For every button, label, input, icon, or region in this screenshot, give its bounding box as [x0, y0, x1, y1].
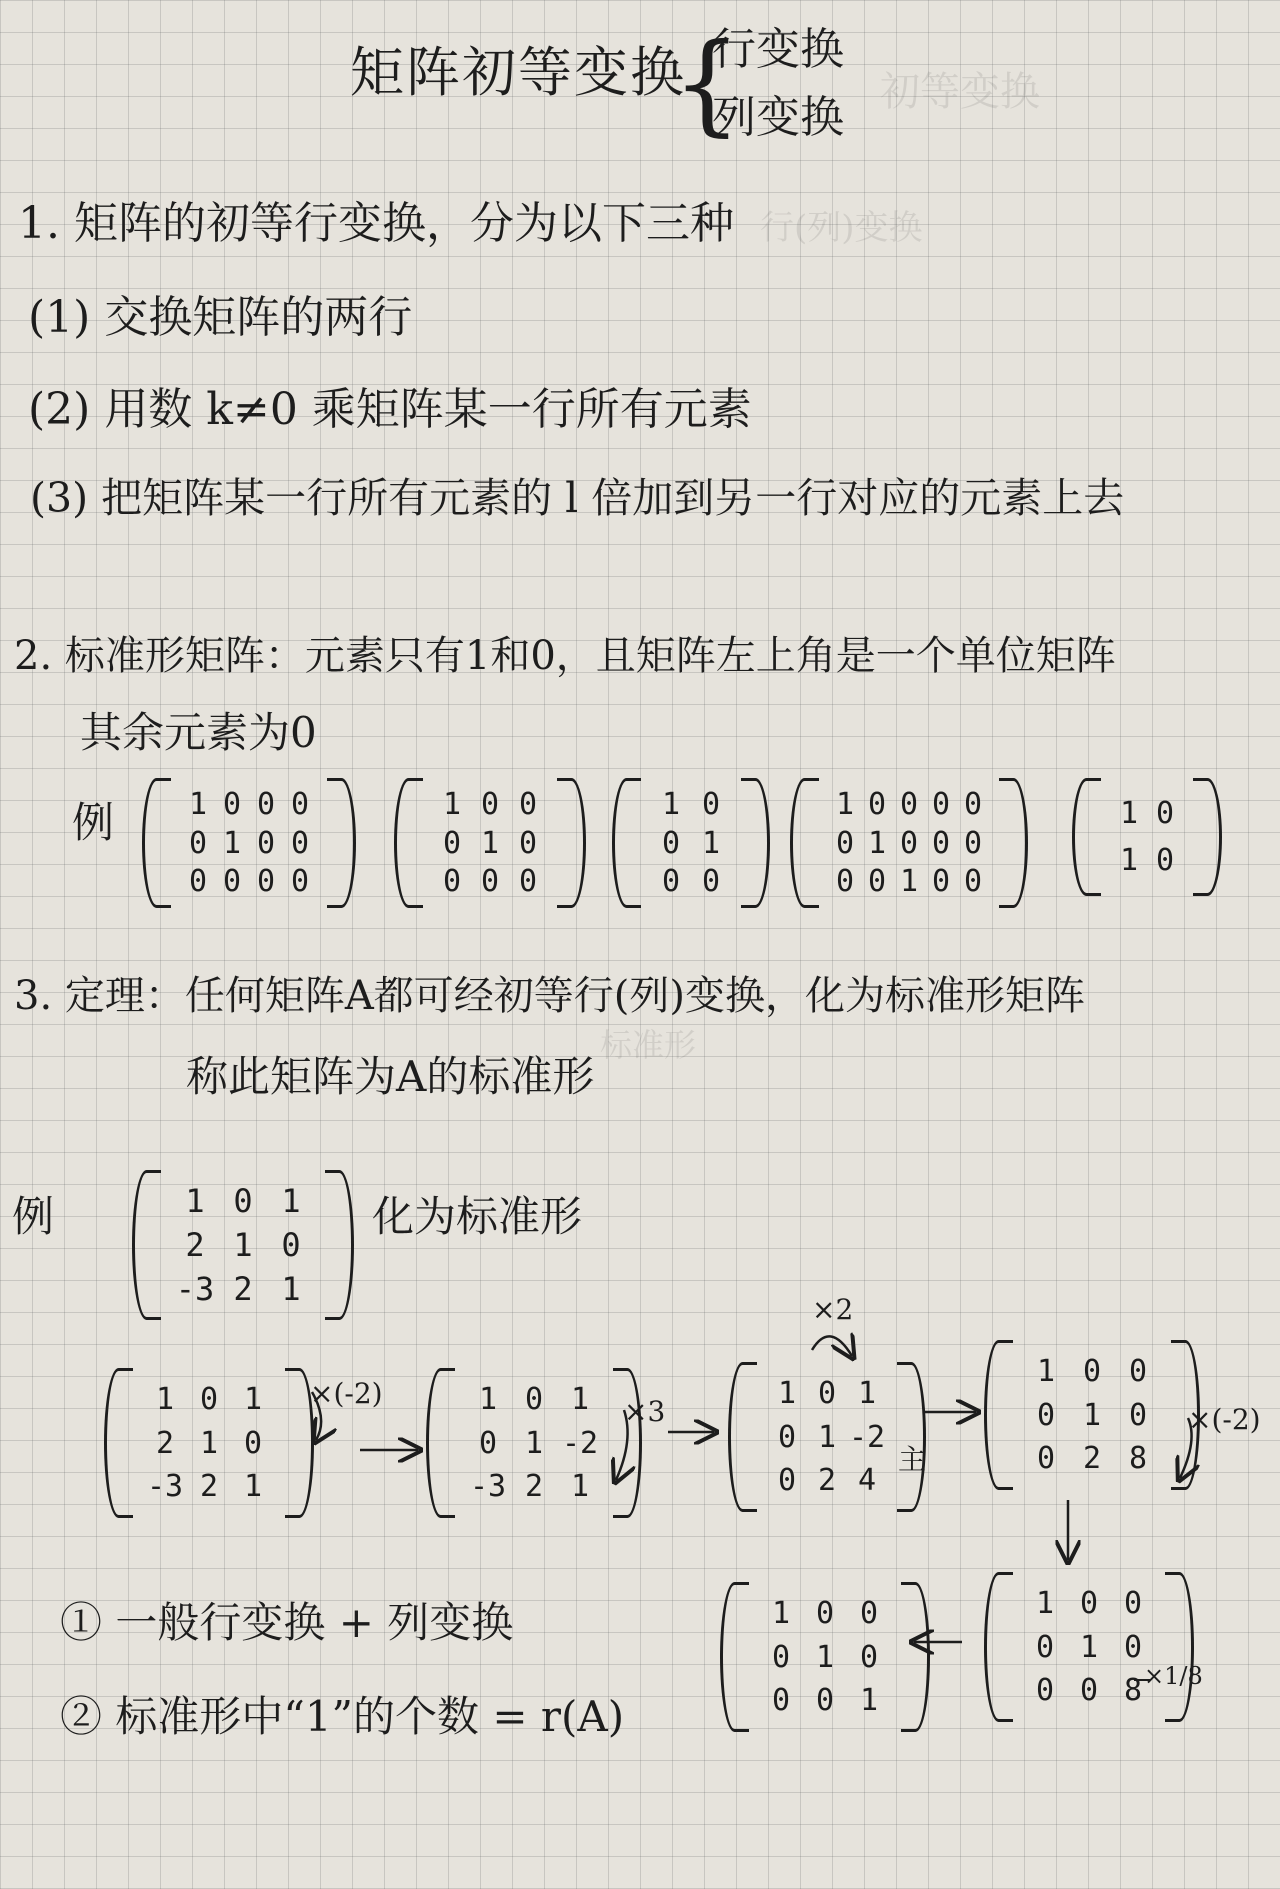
page-title: 矩阵初等变换	[350, 41, 686, 104]
matrix-entry: 1	[233, 1226, 253, 1264]
matrix-entry: 0	[777, 1462, 797, 1498]
matrix-entry: 0	[817, 1376, 837, 1412]
section1-item-3: (3) 把矩阵某一行所有元素的 l 倍加到另一行对应的元素上去	[30, 474, 1125, 522]
standard-form-example-4	[790, 778, 1028, 908]
matrix-entry: 0	[867, 787, 887, 823]
section2-example-label: 例	[72, 798, 115, 847]
matrix-right-paren	[1193, 778, 1222, 896]
matrix-entry: 0	[1079, 1586, 1099, 1622]
matrix-entry: 0	[859, 1596, 879, 1632]
matrix-entry: 0	[480, 863, 500, 899]
matrix-entries	[1101, 778, 1193, 896]
note-2: ② 标准形中“1”的个数 = r(A)	[60, 1692, 625, 1741]
matrix-entry: 1	[1035, 1586, 1055, 1622]
matrix-entry: 1	[185, 1182, 205, 1220]
bleed-through: 标准形	[600, 1026, 697, 1064]
matrix-entry: 0	[1128, 1397, 1148, 1433]
standard-form-example-3	[612, 778, 770, 908]
matrix-entries	[819, 778, 999, 908]
matrix-entry: 1	[222, 825, 242, 861]
matrix-left-paren	[612, 778, 641, 908]
matrix-entry: 1	[570, 1468, 590, 1504]
matrix-left-paren	[142, 778, 171, 908]
matrix-entry: 1	[701, 825, 721, 861]
matrix-right-paren	[901, 1582, 930, 1732]
matrix-entry: 1	[524, 1425, 544, 1461]
matrix-entry: 0	[442, 863, 462, 899]
matrix-entry: 1	[478, 1382, 498, 1418]
section1-item-2: (2) 用数 k≠0 乘矩阵某一行所有元素	[28, 384, 752, 435]
example-label: 例	[12, 1192, 55, 1241]
matrix-entry: 0	[233, 1182, 253, 1220]
matrix-entry: 1	[281, 1182, 301, 1220]
matrix-left-paren	[728, 1362, 757, 1512]
matrix-entry: 0	[518, 825, 538, 861]
matrix-entry: 0	[480, 787, 500, 823]
matrix-entry: 2	[524, 1468, 544, 1504]
title-brace: {	[672, 19, 742, 147]
matrix-left-paren	[132, 1170, 161, 1320]
op-label-2: ×3	[624, 1395, 666, 1428]
matrix-entry: 1	[188, 787, 208, 823]
matrix-entry: -2	[848, 1419, 886, 1455]
matrix-right-paren	[327, 778, 356, 908]
matrix-entries	[161, 1170, 325, 1320]
matrix-entry: 0	[290, 863, 310, 899]
matrix-entry: 0	[1079, 1672, 1099, 1708]
matrix-entry: 0	[931, 863, 951, 899]
matrix-entry: 2	[185, 1226, 205, 1264]
matrix-entry: 0	[243, 1425, 263, 1461]
matrix-entry: 1	[1119, 796, 1139, 831]
matrix-right-paren	[897, 1362, 926, 1512]
matrix-left-paren	[394, 778, 423, 908]
matrix-left-paren	[426, 1368, 455, 1518]
matrix-entry: 0	[963, 787, 983, 823]
section3-heading: 3. 定理：任何矩阵A都可经初等行(列)变换，化为标准形矩阵	[14, 973, 1085, 1019]
matrix-entry: 0	[1155, 843, 1175, 878]
step-matrix-m6	[720, 1582, 930, 1732]
matrix-entry: 4	[857, 1462, 877, 1498]
matrix-entry: 0	[1123, 1586, 1143, 1622]
matrix-entry: 1	[281, 1270, 301, 1308]
op-label-4: ×(-2)	[1188, 1403, 1261, 1436]
bleed-through: 初等变换	[880, 69, 1040, 115]
matrix-entry: -2	[561, 1425, 599, 1461]
example-matrix	[132, 1170, 354, 1320]
step-matrix-m4	[984, 1340, 1200, 1490]
matrix-entry: 2	[817, 1462, 837, 1498]
matrix-entries	[423, 778, 557, 908]
matrix-entry: 0	[771, 1682, 791, 1718]
matrix-entry: 0	[478, 1425, 498, 1461]
matrix-left-paren	[984, 1340, 1013, 1490]
matrix-entry: -3	[175, 1270, 215, 1308]
matrix-right-paren	[999, 778, 1028, 908]
matrix-entry: 0	[661, 825, 681, 861]
matrix-entries	[171, 778, 327, 908]
matrix-entry: 0	[701, 787, 721, 823]
matrix-entry: -3	[469, 1468, 507, 1504]
matrix-entry: 0	[835, 825, 855, 861]
matrix-entry: 0	[256, 825, 276, 861]
matrix-entry: 1	[199, 1425, 219, 1461]
matrix-entries	[1013, 1572, 1165, 1722]
matrix-entry: 0	[867, 863, 887, 899]
matrix-entry: 0	[256, 787, 276, 823]
matrix-entry: 0	[835, 863, 855, 899]
matrix-entry: 0	[859, 1639, 879, 1675]
matrix-entry: 0	[661, 863, 681, 899]
matrix-left-paren	[720, 1582, 749, 1732]
step-matrix-m2	[426, 1368, 642, 1518]
matrix-entry: 0	[899, 825, 919, 861]
matrix-entry: 0	[281, 1226, 301, 1264]
matrix-entry: 0	[1036, 1397, 1056, 1433]
matrix-entry: 0	[815, 1596, 835, 1632]
matrix-right-paren	[1165, 1572, 1194, 1722]
matrix-left-paren	[1072, 778, 1101, 896]
matrix-entry: 0	[899, 787, 919, 823]
step-matrix-m5	[984, 1572, 1194, 1722]
section2-heading: 2. 标准形矩阵：元素只有1和0，且矩阵左上角是一个单位矩阵	[14, 633, 1116, 679]
matrix-entry: 1	[899, 863, 919, 899]
matrix-entry: 2	[1082, 1440, 1102, 1476]
matrix-entry: 0	[199, 1382, 219, 1418]
section1-heading: 1. 矩阵的初等行变换，分为以下三种	[18, 198, 734, 249]
matrix-entry: 1	[661, 787, 681, 823]
matrix-entry: 0	[1035, 1629, 1055, 1665]
matrix-entry: 0	[188, 825, 208, 861]
matrix-entry: -3	[146, 1468, 184, 1504]
matrix-entry: 0	[701, 863, 721, 899]
matrix-left-paren	[984, 1572, 1013, 1722]
arrow-op-3	[812, 1336, 852, 1356]
matrix-entry: 0	[1155, 796, 1175, 831]
matrix-entry: 2	[233, 1270, 253, 1308]
matrix-entry: 0	[256, 863, 276, 899]
matrix-entry: 1	[1036, 1354, 1056, 1390]
title-branch-col: 列变换	[712, 92, 844, 143]
matrix-entry: 1	[243, 1382, 263, 1418]
matrix-entry: 2	[155, 1425, 175, 1461]
matrix-entry: 1	[1079, 1629, 1099, 1665]
matrix-right-paren	[557, 778, 586, 908]
matrix-entry: 0	[188, 863, 208, 899]
matrix-entry: 1	[835, 787, 855, 823]
matrix-entry: 1	[815, 1639, 835, 1675]
matrix-entries	[641, 778, 741, 908]
matrix-right-paren	[741, 778, 770, 908]
matrix-left-paren	[104, 1368, 133, 1518]
matrix-entry: 1	[1119, 843, 1139, 878]
matrix-entry: 1	[155, 1382, 175, 1418]
op-label-1: ×(-2)	[310, 1377, 383, 1410]
section1-item-1: (1) 交换矩阵的两行	[28, 292, 413, 343]
matrix-entry: 1	[857, 1376, 877, 1412]
matrix-entry: 0	[524, 1382, 544, 1418]
matrix-right-paren	[613, 1368, 642, 1518]
matrix-entry: 0	[815, 1682, 835, 1718]
matrix-entry: 0	[290, 825, 310, 861]
matrix-entry: 0	[518, 787, 538, 823]
step-matrix-m1	[104, 1368, 314, 1518]
standard-form-example-1	[142, 778, 356, 908]
matrix-entry: 0	[518, 863, 538, 899]
note-1: ① 一般行变换 + 列变换	[60, 1598, 514, 1647]
matrix-entry: 0	[771, 1639, 791, 1675]
section2-heading-cont: 其余元素为0	[80, 708, 317, 757]
matrix-entries	[455, 1368, 613, 1518]
matrix-left-paren	[790, 778, 819, 908]
matrix-entry: 2	[199, 1468, 219, 1504]
matrix-entry: 0	[222, 863, 242, 899]
title-branch-row: 行变换	[712, 24, 844, 75]
matrix-entry: 1	[817, 1419, 837, 1455]
matrix-entry: 1	[570, 1382, 590, 1418]
matrix-entry: 0	[931, 787, 951, 823]
matrix-entries	[749, 1582, 901, 1732]
matrix-right-paren	[285, 1368, 314, 1518]
matrix-entry: 1	[1082, 1397, 1102, 1433]
matrix-entry: 0	[1128, 1354, 1148, 1390]
matrix-entry: 1	[777, 1376, 797, 1412]
matrix-entry: 0	[1035, 1672, 1055, 1708]
matrix-entry: 0	[1123, 1629, 1143, 1665]
matrix-entry: 1	[442, 787, 462, 823]
op-label-3-top: ×2	[812, 1293, 854, 1326]
standard-form-example-5	[1072, 778, 1222, 896]
matrix-entries	[133, 1368, 285, 1518]
section3-heading-cont: 称此矩阵为A的标准形	[186, 1052, 595, 1101]
matrix-entries	[757, 1362, 897, 1512]
matrix-entry: 1	[243, 1468, 263, 1504]
bleed-through: 行(列)变换	[760, 208, 923, 248]
standard-form-example-2	[394, 778, 586, 908]
matrix-entry: 0	[1082, 1354, 1102, 1390]
matrix-entry: 0	[222, 787, 242, 823]
matrix-entry: 8	[1128, 1440, 1148, 1476]
matrix-entry: 0	[777, 1419, 797, 1455]
matrix-entry: 1	[771, 1596, 791, 1632]
matrix-right-paren	[325, 1170, 354, 1320]
step-matrix-m3	[728, 1362, 926, 1512]
op-label-5: ×1/8	[1144, 1662, 1203, 1690]
matrix-entry: 1	[867, 825, 887, 861]
matrix-right-paren	[1171, 1340, 1200, 1490]
matrix-entry: 0	[963, 863, 983, 899]
matrix-entry: 0	[963, 825, 983, 861]
matrix-entry: 0	[1036, 1440, 1056, 1476]
example-instruction: 化为标准形	[372, 1192, 583, 1241]
matrix-entry: 0	[442, 825, 462, 861]
op-label-3-side: 主	[898, 1443, 927, 1476]
matrix-entry: 0	[290, 787, 310, 823]
matrix-entry: 8	[1123, 1672, 1143, 1708]
matrix-entry: 1	[480, 825, 500, 861]
matrix-entry: 0	[931, 825, 951, 861]
matrix-entry: 1	[859, 1682, 879, 1718]
matrix-entries	[1013, 1340, 1171, 1490]
